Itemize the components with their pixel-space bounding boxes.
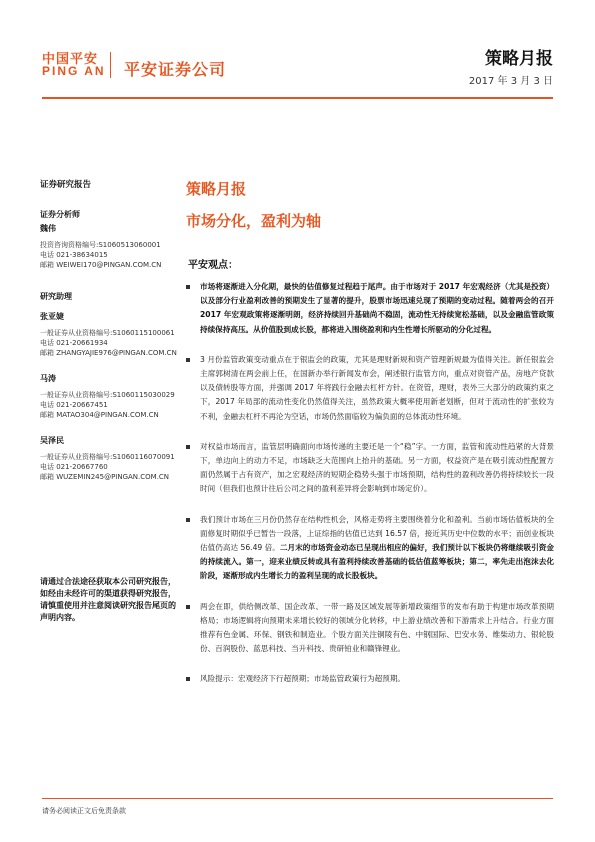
header-rule <box>42 97 553 99</box>
company-name: 平安证券公司 <box>124 60 227 79</box>
paragraph-2 <box>186 353 554 424</box>
assistant-name: 张亚婕 <box>40 312 64 321</box>
disclaimer-note: 请通过合法途径获取本公司研究报告，如经由未经许可的渠道获得研究报告，请慎重使用并注意阅读研究报告尾页的声明内容。 <box>40 577 176 622</box>
assistant-phone: 电话 021-20661934 <box>40 339 108 347</box>
analyst-phone: 电话 021-38634015 <box>40 251 108 259</box>
paragraph-6 <box>186 672 554 686</box>
page-subtitle: 市场分化，盈利为轴 <box>186 212 322 230</box>
page-title: 策略月报 <box>186 180 247 198</box>
view-heading: 平安观点： <box>188 260 238 271</box>
bullet-square-icon <box>186 677 190 681</box>
assistant-email[interactable]: 邮箱 MATAO304@PINGAN.COM.CN <box>40 411 159 419</box>
logo-en: PING AN <box>42 64 106 78</box>
bullet-square-icon <box>186 285 190 289</box>
analyst-label: 证券分析师 <box>40 210 80 219</box>
assistant-name: 吴泽民 <box>40 436 64 445</box>
footer-text: 请务必阅读正文后免责条款 <box>42 807 126 815</box>
assistant-name: 马涛 <box>40 374 56 383</box>
assistant-cert: 一般证券从业资格编号:S1060115030029 <box>40 391 175 399</box>
paragraph-text-bold: 二月末的市场资金动态已呈现出相应的偏好，我们预计以下板块仍将继续吸引资金的持续流入。第一，迎来业绩反转或具有盈利持续改善基础的低估值蓝筹板块；第二，率先走出泡沫去化阶段，逐渐形成内生增长力的盈利呈现的成长股板块。 <box>200 543 554 581</box>
bullet-square-icon <box>186 605 190 609</box>
sidebar <box>40 180 175 482</box>
analyst-name: 魏伟 <box>40 224 56 233</box>
logo-divider <box>110 52 111 78</box>
report-label: 证券研究报告 <box>40 180 92 190</box>
paragraph-3 <box>186 440 554 497</box>
report-date: 2017 年 3 月 3 日 <box>468 76 553 87</box>
paragraph-text: 市场将逐渐进入分化期，最快的估值修复过程趋于尾声。由于市场对于 2017 年宏观经济（尤其是投资）以及部分行业盈利改善的预期发生了显著的提升，股票市场迅速兑现了预期的变动过程。随着两会的召开 2017 年宏观政策将逐渐明朗，经济持续回升基础尚不稳固，流动性无持续宽松基础，以及金融监管政策持续保持高压。从价值股到成长股，都将进入围绕盈利和内生性增长所驱动的分化过程。 <box>200 282 554 334</box>
assistant-email[interactable]: 邮箱 WUZEMIN245@PINGAN.COM.CN <box>40 473 170 481</box>
paragraph-text: 对权益市场而言，监管层明确面向市场传递的主要还是一个“稳”字。一方面，监管和流动性趋紧的大背景下，单边向上的动力不足，市场缺乏大范围向上抬升的基础。另一方面，权益资产是在吸引流动性配置方面仍然属于占有资产，加之宏观经济的短期企稳势头强于市场预期，结构性的盈利改善仍将持续较长一段时间（但我们也预计往后公司之间的盈利差异将会影响到市场定价）。 <box>200 441 554 494</box>
report-type: 策略月报 <box>485 49 553 69</box>
body-column <box>186 280 554 703</box>
analyst-cert: 投资咨询资格编号:S1060513060001 <box>40 241 161 249</box>
paragraph-text: 两会在即，供给侧改革、国企改革、一带一路及区域发展等新增政策细节的发布有助于构建市场改革预期格局；市场逻辑将向预期未来增长较好的领域分化转移，中上游业绩改善和下游需求上升结合。行业方面推荐有色金属、环保、钢铁和制造业。个股方面关注铜陵有色、中钢国际、巴安水务、维柴动力、银轮股份、百润股份、蓝思科技、当升科技、贵研铂业和赣锋锂业。 <box>200 601 554 654</box>
assistant-cert: 一般证券从业资格编号:S1060116070091 <box>40 453 175 461</box>
paragraph-4 <box>186 513 554 584</box>
paragraph-text: 我们预计市场在三月份仍然存在结构性机会，风格走势将主要围绕着分化和盈利。当前市场估值板块的全面修复时期似乎已暂告一段落，上证综指的估值已达到 16.57 倍，接近其历史中位数的水平；而创业板块估值仍高达 56.49 倍。 <box>200 514 554 553</box>
bullet-square-icon <box>186 518 190 522</box>
paragraph-1 <box>186 280 554 337</box>
analyst-email[interactable]: 邮箱 WEIWEI170@PINGAN.COM.CN <box>40 261 162 269</box>
bullet-square-icon <box>186 358 190 362</box>
assistant-email[interactable]: 邮箱 ZHANGYAJIE976@PINGAN.COM.CN <box>40 349 177 357</box>
footer-rule <box>42 798 553 799</box>
assistant-phone: 电话 021-20667451 <box>40 401 108 409</box>
logo-cn: 中国平安 <box>42 52 99 67</box>
paragraph-5 <box>186 600 554 657</box>
paragraph-text: 3 月份监管政策变动重点在于银监会的政策，尤其是理财新规和资产管理新规最为值得关注。新任银监会主席郭树清在两会前上任，在国新办举行新闻发布会，阐述银行监管方向，重点对资管产品，房地产贷款以及债转股等方面，并强调 2017 年将践行金融去杠杆方针。在资管，理财，表外三大部分的政策约束之下，2017 年局部的流动性变化仍然值得关注，虽然政策大概率使用新老划断，但对于流动性的扩张较为不利，金融去杠杆不再沦为空话，市场仍然面临较为偏负面的总体流动性环境。 <box>200 354 554 421</box>
assistant-phone: 电话 021-20667760 <box>40 463 108 471</box>
paragraph-text: 风险提示：宏观经济下行超预期；市场监管政策行为超预期。 <box>200 674 406 684</box>
assistant-cert: 一般证券从业资格编号:S1060115100061 <box>40 329 175 337</box>
bullet-square-icon <box>186 445 190 449</box>
assistant-label: 研究助理 <box>40 292 72 301</box>
